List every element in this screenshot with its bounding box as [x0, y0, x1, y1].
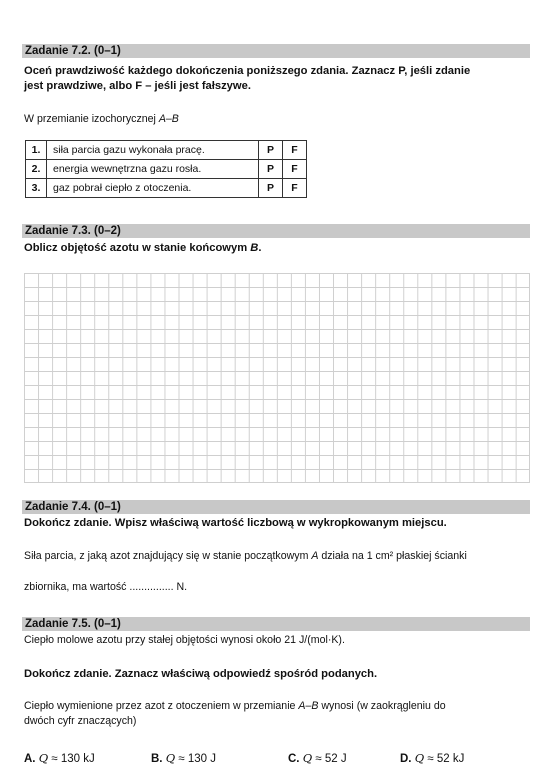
true-option[interactable]: P	[259, 160, 283, 179]
line1-a: Siła parcia, z jaką azot znajdujący się w stanie początkowym	[24, 550, 312, 562]
table-row	[26, 179, 307, 198]
task-7-4-sentence-line1	[24, 549, 467, 564]
option-letter: B.	[151, 753, 163, 765]
option-letter: C.	[288, 753, 300, 765]
task-7-5-header: Zadanie 7.5. (0–1)	[22, 617, 530, 631]
stem1-b: wynosi (w zaokrągleniu do	[318, 700, 446, 712]
answer-option-d[interactable]	[400, 751, 464, 765]
task-7-2-instruction-line1: Oceń prawdziwość każdego dokończenia poniższego zdania. Zaznacz P, jeśli zdanie	[24, 65, 471, 77]
answer-option-c[interactable]	[288, 751, 347, 765]
true-option[interactable]: P	[259, 141, 283, 160]
answer-option-a[interactable]	[24, 751, 95, 765]
stem1-a: Ciepło wymienione przez azot z otoczeniem w przemianie	[24, 700, 299, 712]
option-variable: Q	[38, 751, 49, 765]
intro-text: W przemianie izochorycznej	[24, 113, 159, 125]
task-7-2-header: Zadanie 7.2. (0–1)	[22, 44, 530, 58]
option-value: ≈ 130 kJ	[48, 753, 95, 765]
task-7-4-instruction: Dokończ zdanie. Wpisz właściwą wartość liczbową w wykropkowanym miejscu.	[24, 517, 447, 529]
table-row	[26, 160, 307, 179]
answer-option-b[interactable]	[151, 751, 216, 765]
task-7-3-instruction	[24, 241, 261, 256]
option-variable: Q	[302, 751, 313, 765]
task-7-3-header: Zadanie 7.3. (0–2)	[22, 224, 530, 238]
line1-b: działa na 1 cm² płaskiej ścianki	[318, 550, 467, 562]
instruction-text: Oblicz objętość azotu w stanie końcowym	[24, 242, 251, 254]
answer-grid[interactable]	[24, 273, 530, 483]
task-7-4-sentence-line2[interactable]: zbiornika, ma wartość ............... N.	[24, 581, 188, 593]
option-value: ≈ 52 kJ	[424, 753, 465, 765]
task-7-5-instruction: Dokończ zdanie. Zaznacz właściwą odpowiedź spośród podanych.	[24, 668, 378, 680]
false-option[interactable]: F	[283, 141, 307, 160]
option-value: ≈ 130 J	[175, 753, 216, 765]
task-7-5-info: Ciepło molowe azotu przy stałej objętości wynosi około 21 J/(mol·K).	[24, 634, 345, 646]
option-variable: Q	[165, 751, 176, 765]
true-false-table	[25, 140, 307, 198]
option-variable: Q	[414, 751, 425, 765]
table-row	[26, 141, 307, 160]
intro-italic: A–B	[158, 113, 179, 125]
false-option[interactable]: F	[283, 160, 307, 179]
option-letter: D.	[400, 753, 412, 765]
row-statement: energia wewnętrzna gazu rosła.	[47, 160, 259, 179]
option-letter: A.	[24, 753, 36, 765]
true-option[interactable]: P	[259, 179, 283, 198]
instruction-end: .	[258, 242, 262, 254]
option-value: ≈ 52 J	[312, 753, 347, 765]
task-7-2-instruction-line2: jest prawdziwe, albo F – jeśli jest fałszywe.	[24, 80, 251, 92]
line1-italic: A	[311, 550, 319, 562]
row-statement: gaz pobrał ciepło z otoczenia.	[47, 179, 259, 198]
instruction-italic: B	[250, 242, 259, 254]
row-statement: siła parcia gazu wykonała pracę.	[47, 141, 259, 160]
task-7-2-intro	[24, 112, 179, 127]
row-number: 3.	[26, 179, 47, 198]
task-7-5-stem-line2: dwóch cyfr znaczących)	[24, 715, 137, 727]
stem1-italic: A–B	[298, 700, 319, 712]
task-7-5-stem-line1	[24, 699, 446, 714]
false-option[interactable]: F	[283, 179, 307, 198]
row-number: 1.	[26, 141, 47, 160]
task-7-4-header: Zadanie 7.4. (0–1)	[22, 500, 530, 514]
row-number: 2.	[26, 160, 47, 179]
